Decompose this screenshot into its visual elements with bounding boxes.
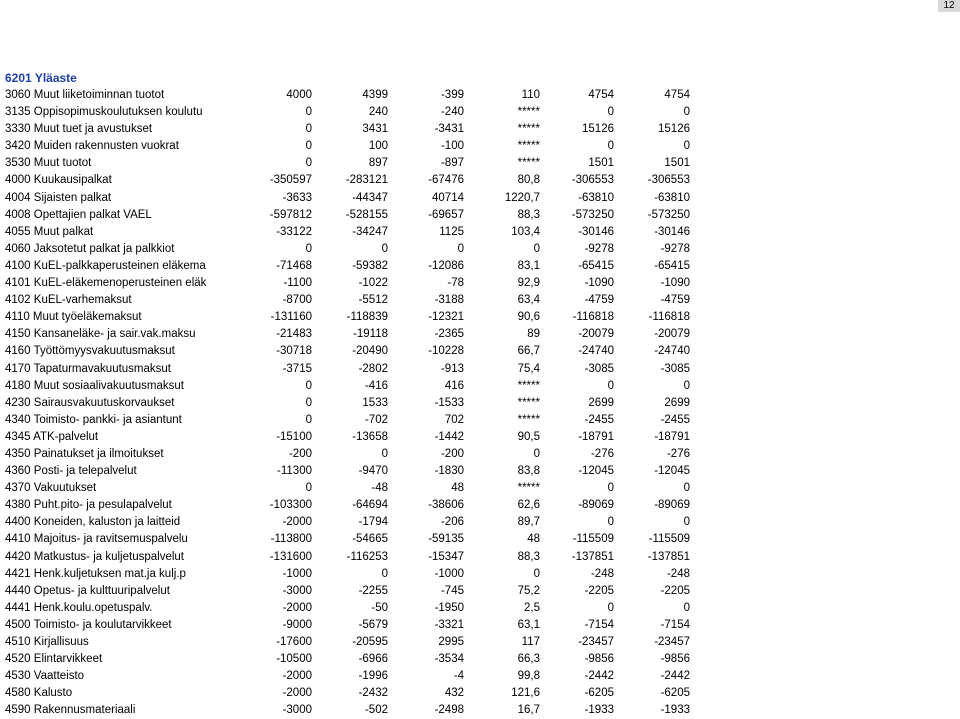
percent-value: 0 xyxy=(533,567,540,580)
total-value: -116818 xyxy=(648,311,690,324)
total-value: -6205 xyxy=(660,687,690,700)
account-name: 4150 Kansaneläke- ja sair.vak.maksu xyxy=(5,328,196,341)
total-value: -30146 xyxy=(654,225,690,238)
difference-value: -100 xyxy=(440,140,464,153)
estimate-value: 2699 xyxy=(588,396,614,409)
difference-value: -897 xyxy=(440,157,464,170)
account-name: 4110 Muut työeläkemaksut xyxy=(5,311,142,324)
total-value: -115509 xyxy=(648,533,690,546)
difference-value: 2995 xyxy=(438,636,464,648)
total-value: -18791 xyxy=(654,430,690,443)
percent-value: 103,4 xyxy=(511,225,540,238)
table-row xyxy=(0,172,960,189)
difference-value: -12086 xyxy=(428,259,464,272)
actual-value: -20595 xyxy=(352,636,388,648)
table-row xyxy=(0,378,960,395)
total-value: 4754 xyxy=(664,89,690,101)
budget-value: 0 xyxy=(305,140,312,153)
account-name: 4520 Elintarvikkeet xyxy=(5,653,103,666)
actual-value: -1996 xyxy=(358,670,388,683)
budget-value: -8700 xyxy=(282,294,312,307)
budget-value: -30718 xyxy=(276,345,312,358)
total-value: -7154 xyxy=(660,618,690,631)
actual-value: -1022 xyxy=(358,277,388,290)
account-name: 4102 KuEL-varhemaksut xyxy=(5,294,132,307)
table-row xyxy=(0,600,960,617)
estimate-value: 0 xyxy=(607,140,614,153)
total-value: -9278 xyxy=(660,242,690,255)
actual-value: -6966 xyxy=(358,653,388,666)
actual-value: -116253 xyxy=(346,550,388,563)
account-name: 4400 Koneiden, kaluston ja laitteid xyxy=(5,516,181,529)
difference-value: -10228 xyxy=(428,345,464,358)
budget-value: 0 xyxy=(305,413,312,426)
actual-value: -50 xyxy=(371,601,388,614)
difference-value: -15347 xyxy=(428,550,464,563)
actual-value: -416 xyxy=(364,379,388,392)
budget-value: -103300 xyxy=(269,499,312,512)
difference-value: -240 xyxy=(440,106,464,119)
difference-value: -38606 xyxy=(428,499,464,512)
budget-value: 0 xyxy=(305,157,312,170)
actual-value: 897 xyxy=(368,157,388,170)
total-value: -20079 xyxy=(654,328,690,341)
budget-table xyxy=(0,87,960,719)
actual-value: -1794 xyxy=(358,516,388,529)
percent-value: 16,7 xyxy=(517,704,540,717)
table-row xyxy=(0,480,960,497)
budget-value: -113800 xyxy=(270,533,312,546)
percent-value: 89,7 xyxy=(517,516,540,529)
actual-value: -2255 xyxy=(358,584,388,597)
difference-value: -4 xyxy=(453,670,464,683)
table-row xyxy=(0,275,960,292)
table-row xyxy=(0,668,960,685)
budget-value: -71468 xyxy=(276,259,312,272)
total-value: -306553 xyxy=(647,174,690,187)
total-value: -2205 xyxy=(660,584,690,597)
estimate-value: 0 xyxy=(607,379,614,392)
account-name: 4055 Muut palkat xyxy=(5,225,94,238)
budget-value: -9000 xyxy=(282,618,312,631)
percent-value: 99,8 xyxy=(517,670,540,683)
estimate-value: -20079 xyxy=(578,328,614,341)
account-name: 4008 Opettajien palkat VAEL xyxy=(5,208,152,221)
account-name: 4180 Muut sosiaalivakuutusmaksut xyxy=(5,379,184,392)
budget-value: 0 xyxy=(305,379,312,392)
percent-value: 2,5 xyxy=(524,601,540,614)
difference-value: 40714 xyxy=(432,191,464,204)
percent-value: ***** xyxy=(517,123,540,136)
table-row xyxy=(0,634,960,651)
budget-value: -17600 xyxy=(276,636,312,648)
account-name: 4441 Henk.koulu.opetuspalv. xyxy=(5,601,153,614)
percent-value: 92,9 xyxy=(517,277,540,290)
percent-value: ***** xyxy=(517,379,540,392)
difference-value: -3431 xyxy=(434,123,464,136)
table-row xyxy=(0,566,960,583)
budget-value: -21483 xyxy=(276,328,312,341)
estimate-value: -9278 xyxy=(584,242,614,255)
table-row xyxy=(0,497,960,514)
table-row xyxy=(0,343,960,360)
percent-value: 89 xyxy=(527,328,540,341)
total-value: 0 xyxy=(683,106,690,119)
estimate-value: 0 xyxy=(607,482,614,495)
difference-value: 0 xyxy=(457,242,464,255)
account-name: 4500 Toimisto- ja koulutarvikkeet xyxy=(5,618,172,631)
total-value: -89069 xyxy=(654,499,690,512)
account-name: 4100 KuEL-palkkaperusteinen eläkema xyxy=(5,259,206,272)
actual-value: -502 xyxy=(364,704,388,717)
estimate-value: -89069 xyxy=(578,499,614,512)
budget-value: -11300 xyxy=(277,465,312,478)
percent-value: ***** xyxy=(517,106,540,119)
total-value: -9856 xyxy=(660,653,690,666)
account-name: 4230 Sairausvakuutuskorvaukset xyxy=(5,396,175,409)
estimate-value: -6205 xyxy=(584,687,614,700)
estimate-value: -7154 xyxy=(584,618,614,631)
difference-value: -206 xyxy=(440,516,464,529)
actual-value: -59382 xyxy=(352,259,388,272)
estimate-value: -1933 xyxy=(584,704,614,717)
page-number: 12 xyxy=(938,0,960,12)
account-name: 4360 Posti- ja telepalvelut xyxy=(5,465,137,478)
actual-value: -48 xyxy=(371,482,388,495)
budget-value: -15100 xyxy=(276,430,312,443)
difference-value: -67476 xyxy=(428,174,464,187)
total-value: -276 xyxy=(666,447,690,460)
difference-value: -1830 xyxy=(434,465,464,478)
budget-value: -131160 xyxy=(270,311,312,324)
actual-value: -5512 xyxy=(358,294,388,307)
estimate-value: -1090 xyxy=(584,277,614,290)
table-row xyxy=(0,326,960,343)
budget-value: -131600 xyxy=(269,550,312,563)
estimate-value: 1501 xyxy=(588,157,614,170)
difference-value: 432 xyxy=(444,687,464,700)
total-value: 0 xyxy=(683,140,690,153)
percent-value: 1220,7 xyxy=(504,191,540,204)
budget-value: -2000 xyxy=(282,670,312,683)
actual-value: -118839 xyxy=(346,311,388,324)
estimate-value: -65415 xyxy=(578,259,614,272)
difference-value: -399 xyxy=(440,89,464,101)
actual-value: -13658 xyxy=(352,430,388,443)
difference-value: -200 xyxy=(440,447,464,460)
budget-value: 4000 xyxy=(286,89,312,101)
estimate-value: -9856 xyxy=(584,653,614,666)
total-value: -1090 xyxy=(660,277,690,290)
account-name: 4580 Kalusto xyxy=(5,687,73,700)
budget-value: -1100 xyxy=(283,277,312,290)
account-name: 4170 Tapaturmavakuutusmaksut xyxy=(5,362,171,375)
actual-value: -44347 xyxy=(352,191,388,204)
actual-value: -54665 xyxy=(352,533,388,546)
percent-value: 121,6 xyxy=(511,687,540,700)
difference-value: -3188 xyxy=(434,294,464,307)
account-name: 4004 Sijaisten palkat xyxy=(5,191,112,204)
actual-value: -2802 xyxy=(358,362,388,375)
budget-value: -200 xyxy=(288,447,312,460)
percent-value: ***** xyxy=(517,396,540,409)
percent-value: 88,3 xyxy=(517,208,540,221)
estimate-value: -248 xyxy=(590,567,614,580)
account-name: 4370 Vakuutukset xyxy=(5,482,97,495)
table-row xyxy=(0,651,960,668)
percent-value: 75,4 xyxy=(517,362,540,375)
estimate-value: -306553 xyxy=(571,174,614,187)
account-name: 4340 Toimisto- pankki- ja asiantunt xyxy=(5,413,182,426)
estimate-value: -3085 xyxy=(584,362,614,375)
actual-value: -9470 xyxy=(358,465,388,478)
total-value: -23457 xyxy=(654,636,690,648)
table-row xyxy=(0,241,960,258)
difference-value: -78 xyxy=(447,277,464,290)
table-row xyxy=(0,87,960,104)
budget-value: 0 xyxy=(305,242,312,255)
table-row xyxy=(0,395,960,412)
estimate-value: -137851 xyxy=(571,550,614,563)
percent-value: 90,6 xyxy=(517,311,540,324)
account-name: 3135 Oppisopimuskoulutuksen koulutu xyxy=(5,106,203,119)
estimate-value: 0 xyxy=(607,601,614,614)
estimate-value: -2442 xyxy=(584,670,614,683)
difference-value: -3534 xyxy=(434,653,464,666)
percent-value: 66,7 xyxy=(517,345,540,358)
estimate-value: -4759 xyxy=(584,294,614,307)
account-name: 4421 Henk.kuljetuksen mat.ja kulj.p xyxy=(5,567,186,580)
total-value: -65415 xyxy=(654,259,690,272)
table-row xyxy=(0,190,960,207)
estimate-value: -116818 xyxy=(572,311,614,324)
estimate-value: 0 xyxy=(607,516,614,529)
difference-value: -2498 xyxy=(434,704,464,717)
difference-value: -1950 xyxy=(434,601,464,614)
total-value: 1501 xyxy=(664,157,690,170)
percent-value: 75,2 xyxy=(517,584,540,597)
budget-value: -3715 xyxy=(282,362,312,375)
account-name: 3420 Muiden rakennusten vuokrat xyxy=(5,140,179,153)
estimate-value: -12045 xyxy=(578,465,614,478)
actual-value: -2432 xyxy=(358,687,388,700)
budget-value: -597812 xyxy=(269,208,312,221)
total-value: 0 xyxy=(683,601,690,614)
actual-value: -702 xyxy=(364,413,388,426)
table-row xyxy=(0,549,960,566)
table-row xyxy=(0,702,960,719)
table-row xyxy=(0,617,960,634)
budget-value: -2000 xyxy=(282,516,312,529)
account-name: 3060 Muut liiketoiminnan tuotot xyxy=(5,89,165,101)
account-name: 4590 Rakennusmateriaali xyxy=(5,704,136,717)
difference-value: -1533 xyxy=(434,396,464,409)
budget-value: 0 xyxy=(305,123,312,136)
account-name: 4160 Työttömyysvakuutusmaksut xyxy=(5,345,175,358)
total-value: -3085 xyxy=(660,362,690,375)
account-name: 4440 Opetus- ja kulttuuripalvelut xyxy=(5,584,170,597)
percent-value: 83,1 xyxy=(517,259,540,272)
account-name: 4420 Matkustus- ja kuljetuspalvelut xyxy=(5,550,184,563)
actual-value: 0 xyxy=(381,242,388,255)
actual-value: -34247 xyxy=(352,225,388,238)
percent-value: 90,5 xyxy=(517,430,540,443)
table-row xyxy=(0,207,960,224)
budget-value: -3000 xyxy=(282,704,312,717)
estimate-value: -276 xyxy=(590,447,614,460)
percent-value: 48 xyxy=(527,533,540,546)
budget-value: 0 xyxy=(305,106,312,119)
total-value: 0 xyxy=(683,482,690,495)
table-row xyxy=(0,292,960,309)
total-value: -573250 xyxy=(647,208,690,221)
difference-value: 48 xyxy=(451,482,464,495)
total-value: -1933 xyxy=(660,704,690,717)
budget-value: -2000 xyxy=(282,687,312,700)
total-value: 2699 xyxy=(664,396,690,409)
total-value: 15126 xyxy=(658,123,690,136)
budget-value: -3000 xyxy=(282,584,312,597)
table-row xyxy=(0,258,960,275)
budget-value: -1000 xyxy=(282,567,312,580)
total-value: 0 xyxy=(683,379,690,392)
table-row xyxy=(0,685,960,702)
difference-value: -12321 xyxy=(428,311,464,324)
budget-value: -350597 xyxy=(269,174,312,187)
account-name: 4345 ATK-palvelut xyxy=(5,430,99,443)
actual-value: -19118 xyxy=(353,328,388,341)
table-row xyxy=(0,463,960,480)
actual-value: -283121 xyxy=(345,174,388,187)
percent-value: 88,3 xyxy=(517,550,540,563)
estimate-value: -573250 xyxy=(571,208,614,221)
difference-value: -2365 xyxy=(434,328,464,341)
estimate-value: -63810 xyxy=(578,191,614,204)
table-row xyxy=(0,446,960,463)
account-name: 3330 Muut tuet ja avustukset xyxy=(5,123,153,136)
account-name: 3530 Muut tuotot xyxy=(5,157,92,170)
account-name: 4530 Vaatteisto xyxy=(5,670,85,683)
total-value: -12045 xyxy=(654,465,690,478)
percent-value: 0 xyxy=(533,242,540,255)
total-value: -63810 xyxy=(654,191,690,204)
estimate-value: -23457 xyxy=(578,636,614,648)
budget-value: -10500 xyxy=(276,653,312,666)
actual-value: 3431 xyxy=(362,123,388,136)
budget-value: -2000 xyxy=(282,601,312,614)
actual-value: -5679 xyxy=(358,618,388,631)
table-row xyxy=(0,514,960,531)
budget-value: -3633 xyxy=(282,191,312,204)
actual-value: 4399 xyxy=(362,89,388,101)
percent-value: ***** xyxy=(517,157,540,170)
table-row xyxy=(0,155,960,172)
table-row xyxy=(0,429,960,446)
table-row xyxy=(0,104,960,121)
total-value: -137851 xyxy=(647,550,690,563)
difference-value: -745 xyxy=(440,584,464,597)
table-row xyxy=(0,138,960,155)
table-row xyxy=(0,583,960,600)
estimate-value: -24740 xyxy=(578,345,614,358)
difference-value: 702 xyxy=(444,413,464,426)
actual-value: 1533 xyxy=(362,396,388,409)
total-value: 0 xyxy=(683,516,690,529)
total-value: -2442 xyxy=(660,670,690,683)
actual-value: -20490 xyxy=(352,345,388,358)
percent-value: 62,6 xyxy=(517,499,540,512)
budget-value: 0 xyxy=(305,396,312,409)
budget-value: -33122 xyxy=(276,225,312,238)
account-name: 4380 Puht.pito- ja pesulapalvelut xyxy=(5,499,172,512)
total-value: -24740 xyxy=(654,345,690,358)
percent-value: 83,8 xyxy=(517,465,540,478)
percent-value: ***** xyxy=(517,482,540,495)
percent-value: 0 xyxy=(533,447,540,460)
estimate-value: 4754 xyxy=(588,89,614,101)
account-name: 4510 Kirjallisuus xyxy=(5,636,89,648)
account-name: 4410 Majoitus- ja ravitsemuspalvelu xyxy=(5,533,188,546)
actual-value: 100 xyxy=(368,140,388,153)
percent-value: 63,1 xyxy=(517,618,540,631)
percent-value: 80,8 xyxy=(517,174,540,187)
table-row xyxy=(0,224,960,241)
actual-value: 240 xyxy=(368,106,388,119)
account-name: 4060 Jaksotetut palkat ja palkkiot xyxy=(5,242,175,255)
actual-value: 0 xyxy=(381,567,388,580)
percent-value: 110 xyxy=(521,89,540,101)
actual-value: 0 xyxy=(381,447,388,460)
table-row xyxy=(0,309,960,326)
difference-value: -913 xyxy=(440,362,464,375)
percent-value: ***** xyxy=(517,140,540,153)
difference-value: -59135 xyxy=(428,533,464,546)
total-value: -2455 xyxy=(660,413,690,426)
percent-value: 66,3 xyxy=(517,653,540,666)
section-title: 6201 Yläaste xyxy=(5,71,77,85)
difference-value: 1125 xyxy=(439,225,464,238)
estimate-value: -30146 xyxy=(578,225,614,238)
estimate-value: -2205 xyxy=(584,584,614,597)
estimate-value: 0 xyxy=(607,106,614,119)
table-row xyxy=(0,412,960,429)
difference-value: -1442 xyxy=(434,430,464,443)
percent-value: 117 xyxy=(521,636,540,648)
estimate-value: -2455 xyxy=(584,413,614,426)
percent-value: 63,4 xyxy=(517,294,540,307)
difference-value: -69657 xyxy=(428,208,464,221)
percent-value: ***** xyxy=(517,413,540,426)
estimate-value: 15126 xyxy=(582,123,614,136)
budget-value: 0 xyxy=(305,482,312,495)
difference-value: 416 xyxy=(444,379,464,392)
table-row xyxy=(0,361,960,378)
table-row xyxy=(0,121,960,138)
account-name: 4101 KuEL-eläkemenoperusteinen eläk xyxy=(5,277,207,290)
estimate-value: -18791 xyxy=(578,430,614,443)
difference-value: -3321 xyxy=(434,618,464,631)
account-name: 4000 Kuukausipalkat xyxy=(5,174,112,187)
total-value: -4759 xyxy=(660,294,690,307)
total-value: -248 xyxy=(666,567,690,580)
actual-value: -528155 xyxy=(345,208,388,221)
table-row xyxy=(0,531,960,548)
actual-value: -64694 xyxy=(352,499,388,512)
account-name: 4350 Painatukset ja ilmoitukset xyxy=(5,447,164,460)
difference-value: -1000 xyxy=(434,567,464,580)
estimate-value: -115509 xyxy=(572,533,614,546)
